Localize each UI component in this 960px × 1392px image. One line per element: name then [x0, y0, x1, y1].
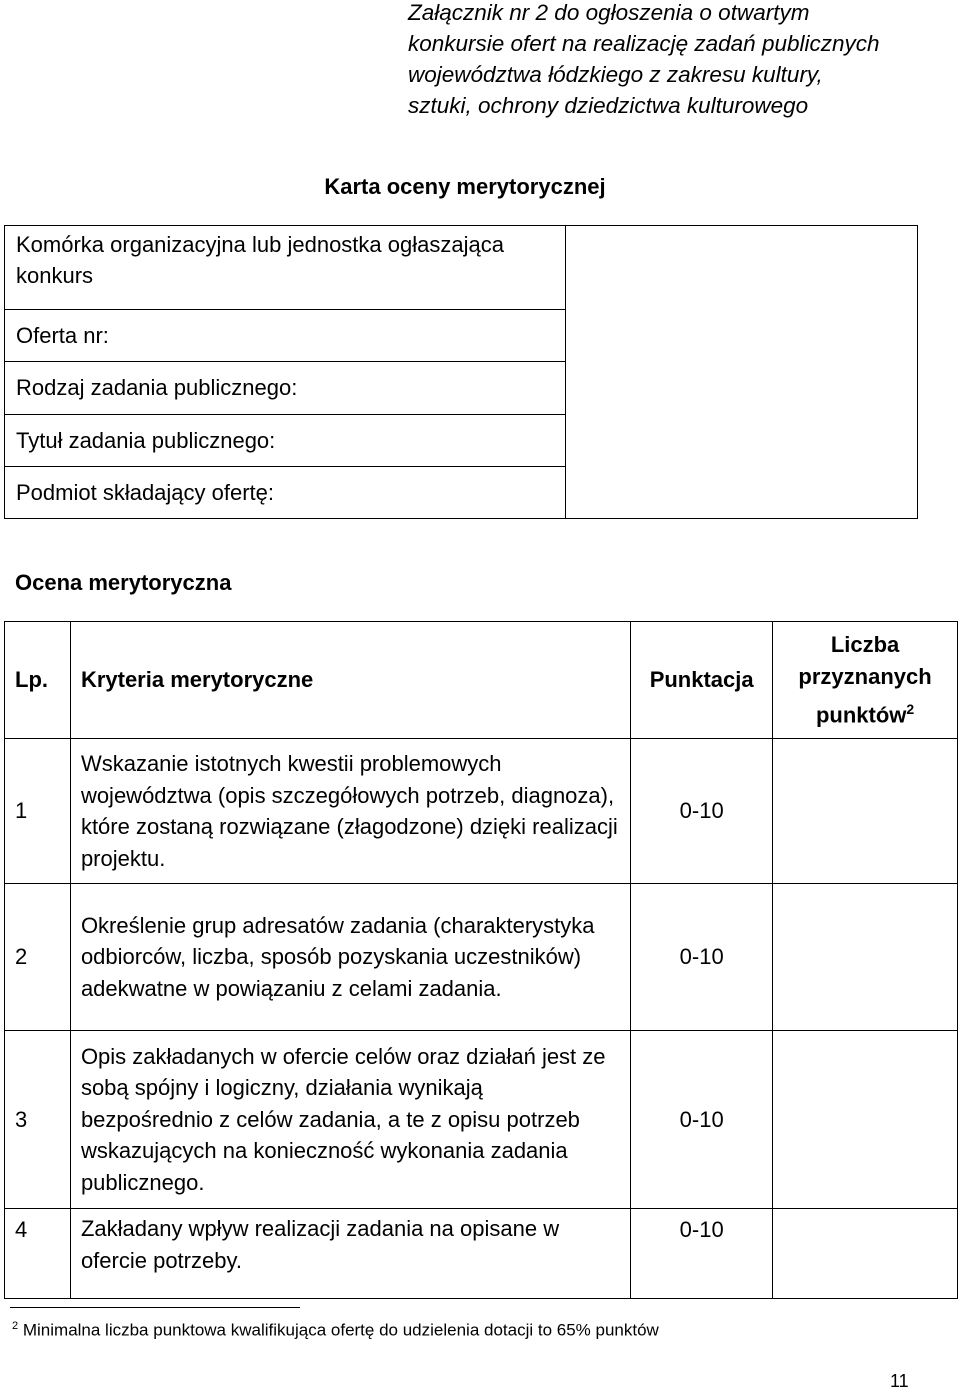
info-table: [4, 225, 918, 519]
info-row: [5, 226, 918, 310]
row-lp: 3: [5, 1031, 71, 1209]
footnote: [12, 1320, 659, 1341]
row-criterion: Określenie grup adresatów zadania (charakterystyka odbiorców, liczba, sposób pozyskania uczestników) adekwatne w powiązaniu z celami zadania.: [70, 884, 630, 1031]
row-score-range: 0-10: [631, 884, 773, 1031]
row-score-range: 0-10: [631, 1209, 773, 1299]
criteria-row: [5, 739, 958, 884]
annex-line: Załącznik nr 2 do ogłoszenia o otwartym: [408, 0, 810, 25]
row-criterion: Zakładany wpływ realizacji zadania na opisane w ofercie potrzeby.: [70, 1209, 630, 1299]
footnote-text: Minimalna liczba punktowa kwalifikująca ofertę do udzielenia dotacji to 65% punktów: [22, 1320, 659, 1340]
header-points: [773, 622, 958, 739]
row-criterion: Wskazanie istotnych kwestii problemowych województwa (opis szczegółowych potrzeb, diagnoza), które zostaną rozwiązane (złagodzone) dzięki realizacji projektu.: [70, 739, 630, 884]
row-points-field[interactable]: [773, 884, 958, 1031]
footnote-ref: 2: [906, 700, 915, 717]
row-criterion: Opis zakładanych w ofercie celów oraz działań jest ze sobą spójny i logiczny, działania wynikają bezpośrednio z celów zadania, a te z opisu potrzeb wskazujących na konieczność wykonania zadania publicznego.: [70, 1031, 630, 1209]
header-score-range: Punktacja: [631, 622, 773, 739]
info-label: Tytuł zadania publicznego:: [5, 415, 566, 467]
row-lp: 4: [5, 1209, 71, 1299]
annex-header: [408, 0, 948, 121]
section-title: Ocena merytoryczna: [15, 570, 232, 595]
row-points-field[interactable]: [773, 1209, 958, 1299]
annex-line: sztuki, ochrony dziedzictwa kulturowego: [408, 93, 809, 118]
info-label: Komórka organizacyjna lub jednostka ogłaszająca konkurs: [5, 226, 566, 310]
footnote-divider: [10, 1307, 300, 1308]
criteria-row: [5, 1209, 958, 1299]
row-lp: 2: [5, 884, 71, 1031]
annex-line: województwa łódzkiego z zakresu kultury,: [408, 62, 823, 87]
row-score-range: 0-10: [631, 739, 773, 884]
row-points-field[interactable]: [773, 739, 958, 884]
criteria-row: [5, 1031, 958, 1209]
header-points-label: Liczba przyznanych punktów: [798, 631, 932, 728]
annex-line: konkursie ofert na realizację zadań publicznych: [408, 31, 880, 56]
info-label: Oferta nr:: [5, 310, 566, 362]
header-criteria: Kryteria merytoryczne: [70, 622, 630, 739]
header-lp: Lp.: [5, 622, 71, 739]
card-title: Karta oceny merytorycznej: [324, 174, 606, 199]
row-lp: 1: [5, 739, 71, 884]
criteria-row: [5, 884, 958, 1031]
criteria-table: [4, 621, 958, 1299]
footnote-mark: 2: [12, 1320, 19, 1332]
info-label: Podmiot składający ofertę:: [5, 467, 566, 519]
page-number: 11: [890, 1371, 909, 1391]
row-score-range: 0-10: [631, 1031, 773, 1209]
info-label: Rodzaj zadania publicznego:: [5, 362, 566, 415]
info-value-field[interactable]: [566, 226, 918, 519]
row-points-field[interactable]: [773, 1031, 958, 1209]
criteria-header-row: [5, 622, 958, 739]
